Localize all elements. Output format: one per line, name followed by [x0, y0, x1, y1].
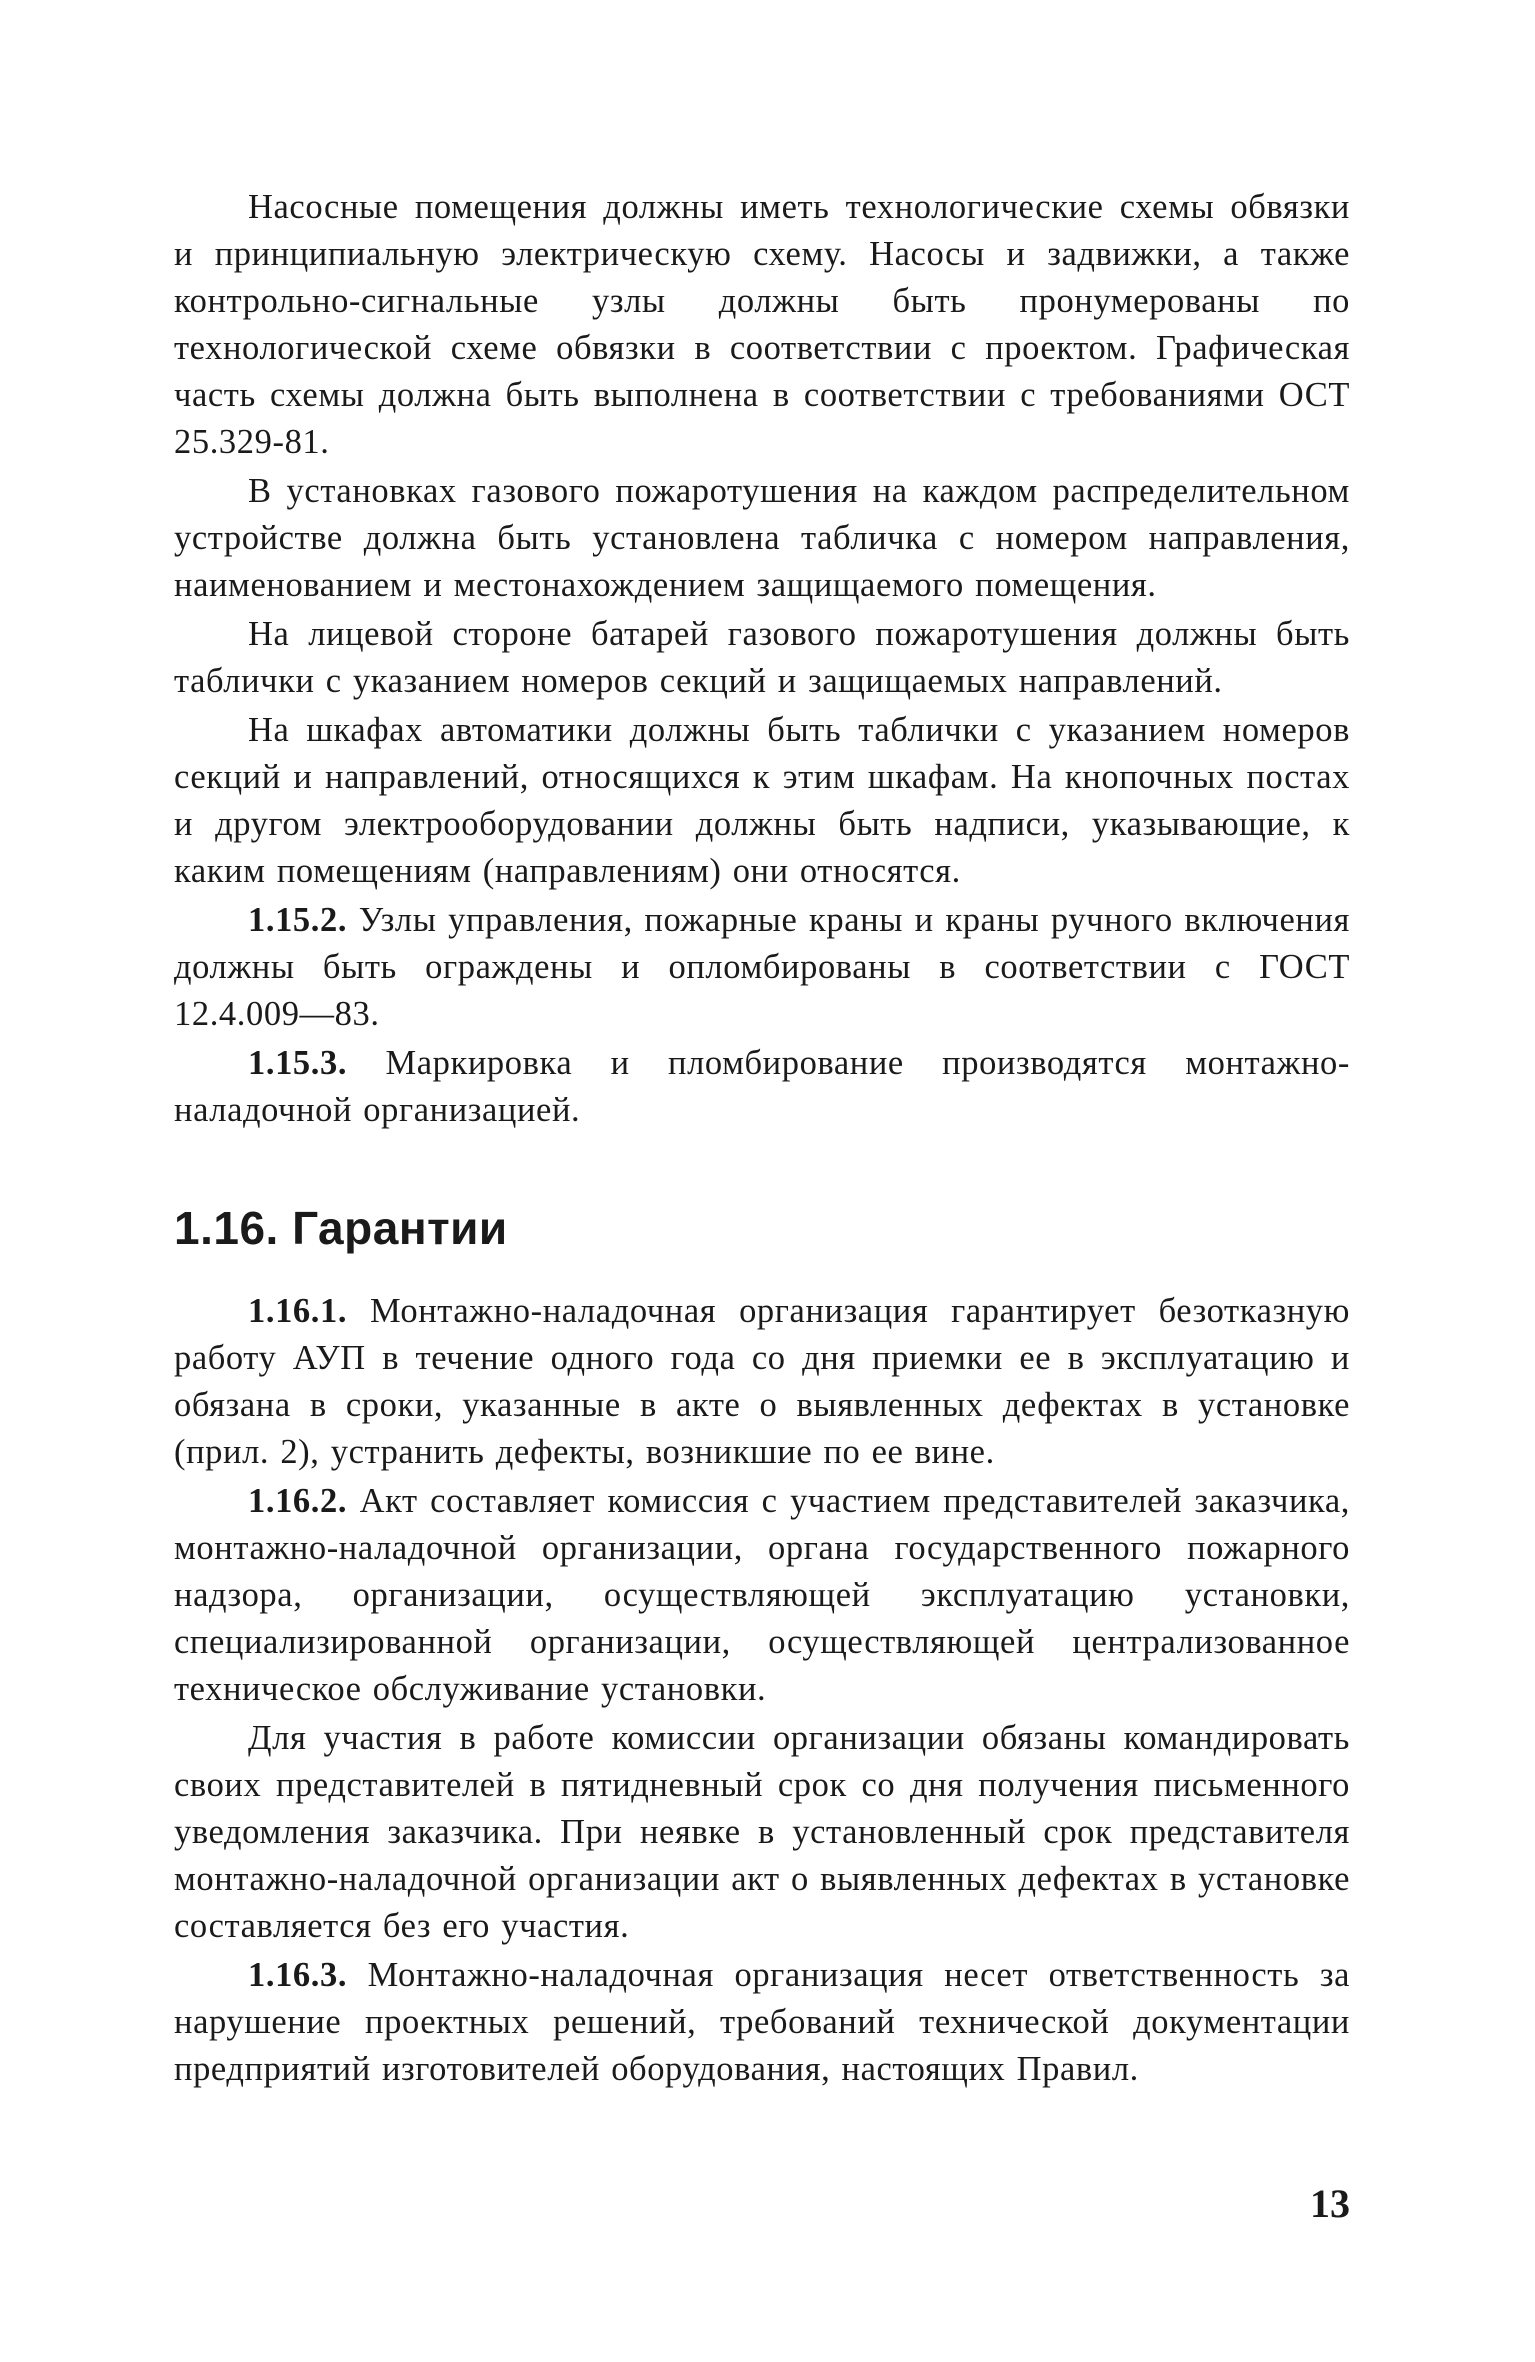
- paragraph-gas-batteries: На лицевой стороне батарей газового пожаротушения должны быть таблички с указанием номеров секций и защищаемых направлений.: [174, 615, 1350, 700]
- clause-1-15-2: [174, 897, 1350, 1038]
- clause-number: 1.15.3.: [248, 1044, 348, 1082]
- clause-text: Маркировка и пломбирование производятся монтажно-наладочной организацией.: [174, 1044, 1350, 1129]
- clause-text: Монтажно-наладочная организация гарантирует безотказную работу АУП в течение одного года со дня приемки ее в эксплуатацию и обязана в сроки, указанные в акте о выявленных дефектах в установке (прил. 2), устранить дефекты, возникшие по ее вине.: [174, 1292, 1350, 1471]
- clause-text: Монтажно-наладочная организация несет ответственность за нарушение проектных решений, требований технической документации предприятий изготовителей оборудования, настоящих Правил.: [174, 1956, 1350, 2088]
- clause-number: 1.16.1.: [248, 1292, 348, 1330]
- clause-1-16-2: [174, 1478, 1350, 1713]
- paragraph-automation-cabinets: На шкафах автоматики должны быть таблички с указанием номеров секций и направлений, относящихся к этим шкафам. На кнопочных постах и другом электрооборудовании должны быть надписи, указывающие, к каким помещениям (направлениям) они относятся.: [174, 711, 1350, 890]
- clause-number: 1.16.2.: [248, 1482, 348, 1520]
- clause-text: Акт составляет комиссия с участием представителей заказчика, монтажно-наладочной организации, органа государственного пожарного надзора, организации, осуществляющей эксплуатацию установки, специализированной организации, осуществляющей централизованное техническое обслуживание установки.: [174, 1482, 1350, 1708]
- section-heading-guarantees: 1.16. Гарантии: [174, 1202, 508, 1254]
- clause-text: Узлы управления, пожарные краны и краны ручного включения должны быть ограждены и опломбированы в соответствии с ГОСТ 12.4.009—83.: [174, 901, 1350, 1033]
- clause-1-15-3: [174, 1040, 1350, 1134]
- clause-number: 1.15.2.: [248, 901, 348, 939]
- clause-1-16-1: [174, 1288, 1350, 1476]
- paragraph-pump-rooms: Насосные помещения должны иметь технологические схемы обвязки и принципиальную электрическую схему. Насосы и задвижки, а также контрольно-сигнальные узлы должны быть пронумерованы по технологической схеме обвязки в соответствии с проектом. Графическая часть схемы должна быть выполнена в соответствии с требованиями ОСТ 25.329-81.: [174, 188, 1350, 461]
- clause-1-16-3: [174, 1952, 1350, 2093]
- clause-number: 1.16.3.: [248, 1956, 348, 1994]
- paragraph-commission-participation: Для участия в работе комиссии организации обязаны командировать своих представителей в пятидневный срок со дня получения письменного уведомления заказчика. При неявке в установленный срок представителя монтажно-наладочной организации акт о выявленных дефектах в установке составляется без его участия.: [174, 1719, 1350, 1945]
- document-body: [174, 184, 1350, 2093]
- paragraph-gas-installations: В установках газового пожаротушения на каждом распределительном устройстве должна быть установлена табличка с номером направления, наименованием и местонахождением защищаемого помещения.: [174, 472, 1350, 604]
- page-number: 13: [1310, 2181, 1350, 2226]
